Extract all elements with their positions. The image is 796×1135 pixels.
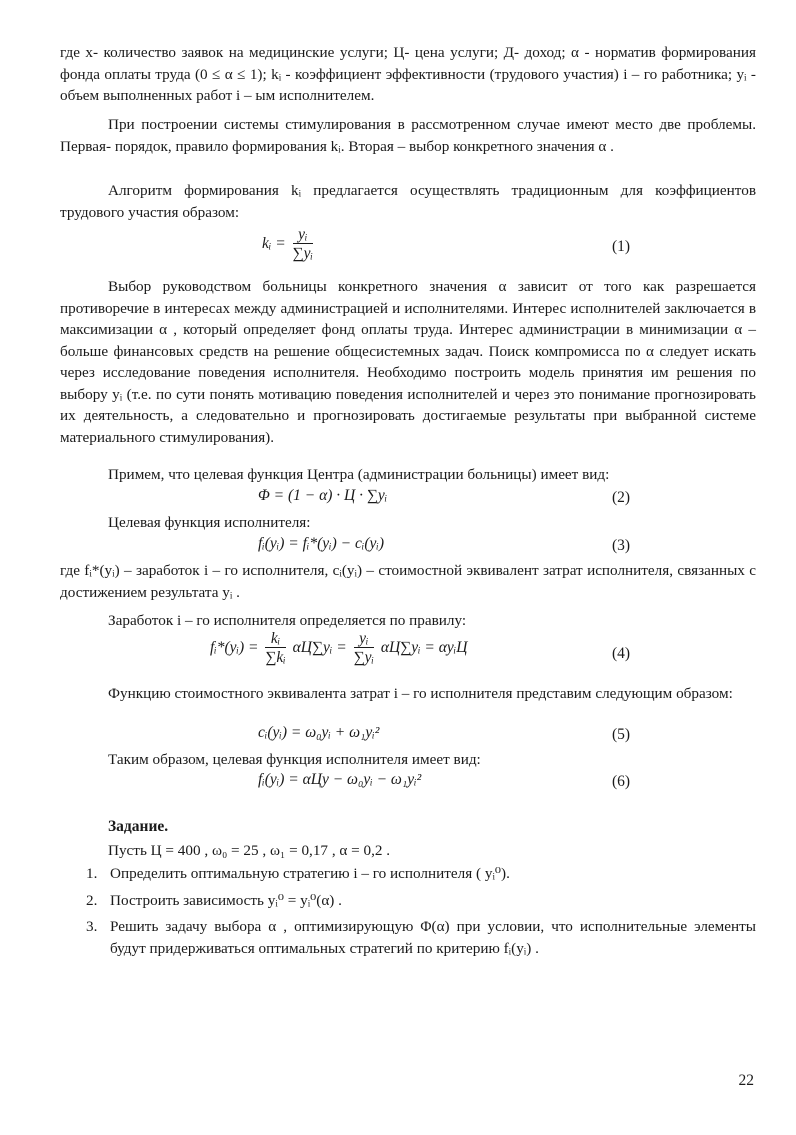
eq1-numerator: yᵢ	[293, 226, 313, 244]
paragraph-result-goal: Таким образом, целевая функция исполнителя имеет вид:	[108, 751, 481, 768]
page-number: 22	[738, 1072, 754, 1089]
eq4-denominator-1: ∑kᵢ	[265, 649, 286, 666]
task-item-3	[86, 916, 756, 960]
equation-6-number: (6)	[612, 773, 631, 790]
equation-3-number: (3)	[612, 537, 631, 554]
equation-6: fᵢ(yᵢ) = αЦy − ω₀yᵢ − ω₁yᵢ²	[258, 771, 422, 788]
task-item-1	[86, 863, 756, 885]
task-item-2-marker: 2.	[86, 892, 98, 909]
eq4-numerator-2: yᵢ	[354, 630, 374, 648]
task-item-2	[86, 890, 756, 912]
eq1-fraction	[293, 226, 313, 263]
paragraph-choice: Выбор руководством больницы конкретного значения α зависит от того как разрешается противоречие в интересах между администрацией и исполнителями. Интерес исполнителей заключается в максимизации α , который определяет фонд оплаты труда. Интерес администрации в минимизации α – больше финансовых средств на решение общесистемных задач. Поиск компромисса по α следует искать через исследование поведения исполнителя. Необходимо построить модель принятия им решения по выбору yᵢ (т.е. по сути понять мотивацию поведения исполнителей и через это понимание прогнозировать их деятельность, а следовательно и прогнозировать достигаемые результаты при выбранной системе материального стимулирования).	[60, 278, 756, 446]
paragraph-center-goal: Примем, что целевая функция Центра (администрации больницы) имеет вид:	[108, 466, 610, 483]
eq4-fraction-2	[354, 630, 374, 667]
paragraph-problems: При построении системы стимулирования в рассмотренном случае имеют место две проблемы. Первая- порядок, правило формирования kᵢ. Вторая – выбор конкретного значения α .	[60, 116, 756, 155]
task-item-1-marker: 1.	[86, 865, 98, 882]
equation-2-number: (2)	[612, 489, 631, 506]
paragraph-cost-function: Функцию стоимостного эквивалента затрат i – го исполнителя представим следующим образом:	[108, 685, 733, 702]
eq4-numerator-1: kᵢ	[265, 630, 285, 648]
eq1-denominator: ∑yᵢ	[292, 245, 313, 262]
task-item-2-text: Построить зависимость yᵢ⁰ = yᵢ⁰(α) .	[110, 892, 342, 909]
equation-4-number: (4)	[612, 645, 631, 662]
eq4-fraction-1	[265, 630, 285, 667]
eq1-lhs: kᵢ =	[262, 235, 286, 253]
paragraph-executor-goal: Целевая функция исполнителя:	[108, 514, 311, 531]
equation-1-number: (1)	[612, 238, 631, 255]
equation-5-number: (5)	[612, 726, 631, 743]
paragraph-earnings-def: где fᵢ*(yᵢ) – заработок i – го исполнителя, cᵢ(yᵢ) – стоимостной эквивалент затрат исполнителя, связанных с достижением результата yᵢ .	[60, 562, 756, 601]
task-given: Пусть Ц = 400 , ω₀ = 25 , ω₁ = 0,17 , α = 0,2 .	[108, 842, 391, 859]
eq4-rhs: αЦ∑yᵢ = αyᵢЦ	[380, 639, 468, 657]
equation-2: Φ = (1 − α) · Ц · ∑yᵢ	[258, 487, 388, 504]
equation-3: fᵢ(yᵢ) = fᵢ*(yᵢ) − cᵢ(yᵢ)	[258, 535, 384, 552]
equation-1	[262, 226, 316, 263]
paragraph-algorithm: Алгоритм формирования kᵢ предлагается осуществлять традиционным для коэффициентов трудового участия образом:	[60, 182, 756, 221]
equation-4	[210, 630, 467, 667]
task-item-3-text: Решить задачу выбора α , оптимизирующую Φ(α) при условии, что исполнительные элементы будут придерживаться оптимальных стратегий по критерию fᵢ(yᵢ) .	[110, 918, 756, 957]
task-heading: Задание.	[108, 818, 169, 835]
equation-5: cᵢ(yᵢ) = ω₀yᵢ + ω₁yᵢ²	[258, 724, 380, 741]
paragraph-definitions: где x- количество заявок на медицинские услуги; Ц- цена услуги; Д- доход; α - норматив формирования фонда оплаты труда (0 ≤ α ≤ 1); kᵢ - коэффициент эффективности (трудового участия) i – го работника; yᵢ - объем выполненных работ i – ым исполнителем.	[60, 44, 756, 104]
eq4-denominator-2: ∑yᵢ	[353, 649, 374, 666]
eq4-lhs: fᵢ*(yᵢ) =	[210, 639, 259, 657]
task-item-1-text: Определить оптимальную стратегию i – го исполнителя ( yᵢ⁰).	[110, 865, 510, 882]
eq4-middle: αЦ∑yᵢ =	[292, 639, 347, 657]
task-item-3-marker: 3.	[86, 918, 98, 935]
paragraph-earnings-rule: Заработок i – го исполнителя определяется по правилу:	[108, 612, 467, 629]
